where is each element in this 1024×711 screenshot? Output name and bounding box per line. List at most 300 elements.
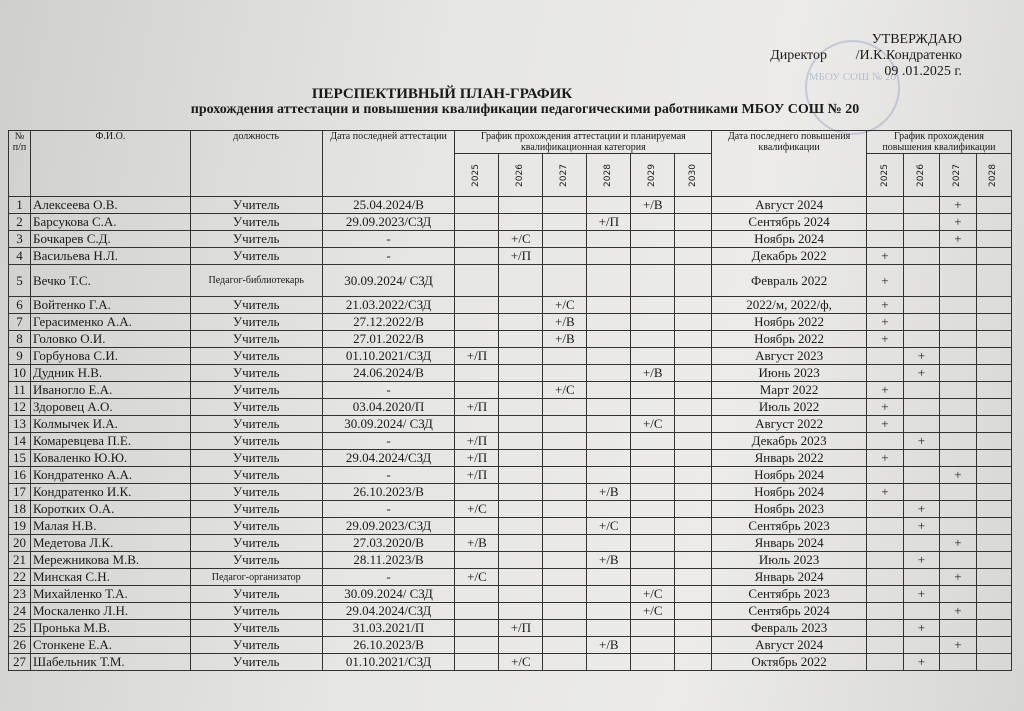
attestation-year-cell: +/С bbox=[543, 382, 587, 399]
attestation-year-cell: +/В bbox=[587, 637, 631, 654]
attestation-year-cell bbox=[455, 654, 499, 671]
attestation-year-cell bbox=[543, 433, 587, 450]
qualification-year-cell bbox=[866, 637, 903, 654]
employee-position: Учитель bbox=[190, 433, 322, 450]
employee-name: Вечко Т.С. bbox=[30, 265, 190, 297]
attestation-year-cell bbox=[499, 569, 543, 586]
table-row bbox=[9, 518, 1012, 535]
attestation-year-cell bbox=[455, 331, 499, 348]
attestation-year-cell bbox=[631, 297, 675, 314]
employee-position: Учитель bbox=[190, 231, 322, 248]
attestation-year-cell bbox=[675, 484, 712, 501]
employee-position: Учитель bbox=[190, 314, 322, 331]
row-number: 7 bbox=[9, 314, 31, 331]
approval-date: 09 .01.2025 г. bbox=[884, 64, 962, 79]
header-name: Ф.И.О. bbox=[30, 131, 190, 197]
table-row bbox=[9, 348, 1012, 365]
attestation-year-cell bbox=[675, 637, 712, 654]
attestation-year-cell bbox=[455, 197, 499, 214]
employee-name: Барсукова С.А. bbox=[30, 214, 190, 231]
attestation-year-cell bbox=[455, 586, 499, 603]
qualification-year-cell bbox=[903, 231, 939, 248]
last-qualification-date: Август 2023 bbox=[712, 348, 867, 365]
attestation-year-cell: +/П bbox=[499, 620, 543, 637]
last-qualification-date: Июль 2023 bbox=[712, 552, 867, 569]
last-qualification-date: Август 2024 bbox=[712, 197, 867, 214]
attestation-year-cell bbox=[499, 484, 543, 501]
qualification-year-cell: + bbox=[903, 552, 939, 569]
qualification-year-cell bbox=[976, 433, 1011, 450]
attestation-year-cell bbox=[631, 348, 675, 365]
last-qualification-date: Октябрь 2022 bbox=[712, 654, 867, 671]
row-number: 17 bbox=[9, 484, 31, 501]
attestation-year-cell: +/П bbox=[587, 214, 631, 231]
attestation-year-header bbox=[631, 154, 675, 197]
qualification-year-cell bbox=[866, 552, 903, 569]
employee-position: Учитель bbox=[190, 399, 322, 416]
qualification-year-cell bbox=[939, 248, 976, 265]
row-number: 16 bbox=[9, 467, 31, 484]
employee-name: Дудник Н.В. bbox=[30, 365, 190, 382]
employee-name: Коваленко Ю.Ю. bbox=[30, 450, 190, 467]
attestation-year-cell bbox=[675, 654, 712, 671]
last-attestation-date: 21.03.2022/СЗД bbox=[322, 297, 455, 314]
attestation-year-cell: +/С bbox=[499, 654, 543, 671]
table-row bbox=[9, 467, 1012, 484]
attestation-year-cell bbox=[543, 197, 587, 214]
row-number: 19 bbox=[9, 518, 31, 535]
attestation-year-cell bbox=[631, 382, 675, 399]
qualification-year-cell bbox=[939, 620, 976, 637]
attestation-year-cell bbox=[455, 552, 499, 569]
attestation-year-cell bbox=[675, 518, 712, 535]
attestation-year-cell bbox=[543, 450, 587, 467]
qualification-year-header bbox=[903, 154, 939, 197]
attestation-year-cell: +/П bbox=[455, 433, 499, 450]
attestation-year-cell bbox=[499, 399, 543, 416]
attestation-year-header bbox=[587, 154, 631, 197]
qualification-year-cell bbox=[939, 314, 976, 331]
qualification-year-cell bbox=[903, 637, 939, 654]
employee-name: Стонкене Е.А. bbox=[30, 637, 190, 654]
table-row bbox=[9, 654, 1012, 671]
qualification-year-cell bbox=[903, 416, 939, 433]
director-name: /И.К.Кондратенко bbox=[855, 48, 962, 63]
employee-name: Михайленко Т.А. bbox=[30, 586, 190, 603]
qualification-year-cell: + bbox=[866, 399, 903, 416]
attestation-year-cell bbox=[543, 620, 587, 637]
row-number: 14 bbox=[9, 433, 31, 450]
row-number: 18 bbox=[9, 501, 31, 518]
attestation-year-cell bbox=[455, 314, 499, 331]
qualification-year-cell bbox=[976, 365, 1011, 382]
qualification-year-header bbox=[866, 154, 903, 197]
qualification-year-cell: + bbox=[939, 535, 976, 552]
row-number: 10 bbox=[9, 365, 31, 382]
last-qualification-date: Ноябрь 2024 bbox=[712, 467, 867, 484]
attestation-year-cell bbox=[499, 586, 543, 603]
employee-position: Учитель bbox=[190, 450, 322, 467]
qualification-year-cell bbox=[976, 197, 1011, 214]
attestation-year-cell bbox=[587, 297, 631, 314]
last-qualification-date: 2022/м, 2022/ф, bbox=[712, 297, 867, 314]
last-attestation-date: 03.04.2020/П bbox=[322, 399, 455, 416]
table-row bbox=[9, 297, 1012, 314]
table-row bbox=[9, 603, 1012, 620]
last-attestation-date: - bbox=[322, 569, 455, 586]
row-number: 8 bbox=[9, 331, 31, 348]
attestation-year-cell bbox=[587, 501, 631, 518]
qualification-year-cell bbox=[976, 552, 1011, 569]
attestation-year-cell bbox=[675, 248, 712, 265]
qualification-year-cell bbox=[976, 297, 1011, 314]
last-attestation-date: 27.03.2020/В bbox=[322, 535, 455, 552]
last-qualification-date: Март 2022 bbox=[712, 382, 867, 399]
employee-name: Мережникова М.В. bbox=[30, 552, 190, 569]
header-num: № п/п bbox=[9, 131, 31, 197]
last-attestation-date: - bbox=[322, 467, 455, 484]
header-last-attestation: Дата последней аттестации bbox=[322, 131, 455, 197]
qualification-year-cell bbox=[939, 501, 976, 518]
qualification-year-cell bbox=[866, 569, 903, 586]
attestation-year-cell: +/В bbox=[631, 365, 675, 382]
employee-position: Учитель bbox=[190, 484, 322, 501]
row-number: 20 bbox=[9, 535, 31, 552]
attestation-year-cell bbox=[631, 248, 675, 265]
last-attestation-date: 27.01.2022/В bbox=[322, 331, 455, 348]
qualification-year-cell bbox=[866, 586, 903, 603]
year-label: 2025 bbox=[879, 164, 890, 187]
attestation-year-cell bbox=[675, 331, 712, 348]
qualification-year-cell bbox=[939, 382, 976, 399]
qualification-year-cell bbox=[903, 569, 939, 586]
qualification-year-cell bbox=[939, 265, 976, 297]
qualification-year-cell: + bbox=[866, 416, 903, 433]
attestation-year-cell bbox=[675, 450, 712, 467]
year-label: 2026 bbox=[915, 164, 926, 187]
employee-position: Учитель bbox=[190, 416, 322, 433]
last-attestation-date: - bbox=[322, 248, 455, 265]
attestation-year-cell bbox=[499, 552, 543, 569]
last-attestation-date: 30.09.2024/ СЗД bbox=[322, 416, 455, 433]
table-row bbox=[9, 197, 1012, 214]
attestation-year-cell: +/В bbox=[587, 552, 631, 569]
row-number: 23 bbox=[9, 586, 31, 603]
qualification-year-cell bbox=[976, 586, 1011, 603]
row-number: 24 bbox=[9, 603, 31, 620]
last-attestation-date: 31.03.2021/П bbox=[322, 620, 455, 637]
table-row bbox=[9, 382, 1012, 399]
qualification-year-cell bbox=[976, 484, 1011, 501]
last-attestation-date: - bbox=[322, 433, 455, 450]
table-row bbox=[9, 450, 1012, 467]
qualification-year-cell: + bbox=[903, 518, 939, 535]
qualification-year-cell bbox=[939, 586, 976, 603]
attestation-year-cell bbox=[543, 416, 587, 433]
qualification-year-cell: + bbox=[903, 586, 939, 603]
year-label: 2025 bbox=[471, 164, 482, 187]
header-qualification-schedule: График прохождения повышения квалификации bbox=[866, 131, 1011, 154]
table-row bbox=[9, 552, 1012, 569]
attestation-year-cell bbox=[455, 603, 499, 620]
qualification-year-cell: + bbox=[866, 248, 903, 265]
director-label: Директор bbox=[770, 48, 827, 63]
last-attestation-date: 28.11.2023/В bbox=[322, 552, 455, 569]
attestation-year-cell: +/С bbox=[455, 501, 499, 518]
qualification-year-cell: + bbox=[939, 231, 976, 248]
attestation-year-cell bbox=[675, 620, 712, 637]
attestation-year-cell bbox=[543, 467, 587, 484]
attestation-year-cell bbox=[587, 265, 631, 297]
last-qualification-date: Ноябрь 2024 bbox=[712, 231, 867, 248]
attestation-year-cell bbox=[675, 231, 712, 248]
attestation-year-cell bbox=[455, 231, 499, 248]
attestation-year-cell: +/В bbox=[455, 535, 499, 552]
qualification-year-cell: + bbox=[903, 348, 939, 365]
attestation-year-cell bbox=[543, 654, 587, 671]
attestation-year-cell bbox=[543, 265, 587, 297]
attestation-year-cell: +/С bbox=[455, 569, 499, 586]
attestation-year-cell bbox=[543, 348, 587, 365]
qualification-year-cell bbox=[866, 365, 903, 382]
employee-name: Васильева Н.Л. bbox=[30, 248, 190, 265]
attestation-year-cell bbox=[499, 197, 543, 214]
approval-title: УТВЕРЖДАЮ bbox=[871, 32, 962, 47]
attestation-year-cell: +/В bbox=[631, 197, 675, 214]
attestation-year-cell bbox=[499, 265, 543, 297]
table-row bbox=[9, 484, 1012, 501]
qualification-year-cell bbox=[939, 484, 976, 501]
attestation-year-cell bbox=[543, 365, 587, 382]
qualification-year-cell bbox=[976, 248, 1011, 265]
qualification-year-cell bbox=[866, 231, 903, 248]
qualification-year-cell: + bbox=[866, 314, 903, 331]
employee-position: Учитель bbox=[190, 620, 322, 637]
last-attestation-date: - bbox=[322, 501, 455, 518]
employee-position: Учитель bbox=[190, 637, 322, 654]
qualification-year-cell: + bbox=[939, 197, 976, 214]
employee-position: Учитель bbox=[190, 197, 322, 214]
qualification-year-cell bbox=[976, 603, 1011, 620]
qualification-year-cell: + bbox=[939, 569, 976, 586]
year-label: 2028 bbox=[603, 164, 614, 187]
row-number: 25 bbox=[9, 620, 31, 637]
attestation-year-cell bbox=[587, 348, 631, 365]
document-subtitle: прохождения аттестации и повышения квалификации педагогическими работниками МБОУ СОШ № 20 bbox=[190, 102, 860, 117]
attestation-year-cell bbox=[587, 467, 631, 484]
attestation-year-cell bbox=[455, 620, 499, 637]
employee-position: Педагог-организатор bbox=[190, 569, 322, 586]
qualification-year-cell bbox=[866, 197, 903, 214]
attestation-year-cell bbox=[675, 297, 712, 314]
row-number: 5 bbox=[9, 265, 31, 297]
employee-position: Учитель bbox=[190, 535, 322, 552]
qualification-year-cell bbox=[976, 654, 1011, 671]
year-label: 2028 bbox=[988, 164, 999, 187]
attestation-year-cell bbox=[675, 265, 712, 297]
attestation-year-cell bbox=[587, 365, 631, 382]
attestation-year-cell bbox=[675, 197, 712, 214]
qualification-year-cell: + bbox=[903, 620, 939, 637]
attestation-year-cell bbox=[499, 637, 543, 654]
attestation-year-cell bbox=[631, 399, 675, 416]
attestation-year-cell bbox=[543, 569, 587, 586]
employee-name: Горбунова С.И. bbox=[30, 348, 190, 365]
attestation-year-cell bbox=[675, 603, 712, 620]
last-qualification-date: Ноябрь 2024 bbox=[712, 484, 867, 501]
qualification-year-cell bbox=[903, 603, 939, 620]
attestation-year-cell bbox=[543, 518, 587, 535]
row-number: 6 bbox=[9, 297, 31, 314]
last-qualification-date: Сентябрь 2024 bbox=[712, 603, 867, 620]
attestation-year-cell bbox=[543, 552, 587, 569]
last-qualification-date: Январь 2024 bbox=[712, 535, 867, 552]
table-row bbox=[9, 569, 1012, 586]
employee-name: Кондратенко А.А. bbox=[30, 467, 190, 484]
year-label: 2027 bbox=[952, 164, 963, 187]
year-label: 2027 bbox=[559, 164, 570, 187]
attestation-year-cell bbox=[587, 620, 631, 637]
attestation-year-cell bbox=[499, 348, 543, 365]
attestation-year-cell bbox=[499, 331, 543, 348]
attestation-year-cell: +/В bbox=[543, 314, 587, 331]
row-number: 22 bbox=[9, 569, 31, 586]
attestation-year-cell bbox=[675, 433, 712, 450]
header-last-qualification: Дата последнего повышения квалификации bbox=[712, 131, 867, 197]
last-qualification-date: Сентябрь 2024 bbox=[712, 214, 867, 231]
qualification-year-cell: + bbox=[903, 501, 939, 518]
attestation-year-cell bbox=[543, 484, 587, 501]
qualification-year-header bbox=[939, 154, 976, 197]
table-row bbox=[9, 535, 1012, 552]
qualification-year-cell bbox=[976, 314, 1011, 331]
qualification-year-cell bbox=[976, 467, 1011, 484]
attestation-year-cell bbox=[675, 467, 712, 484]
qualification-year-cell bbox=[903, 484, 939, 501]
attestation-year-cell: +/В bbox=[543, 331, 587, 348]
table-row bbox=[9, 501, 1012, 518]
qualification-year-cell bbox=[976, 535, 1011, 552]
last-attestation-date: 30.09.2024/ СЗД bbox=[322, 586, 455, 603]
attestation-year-cell bbox=[675, 399, 712, 416]
row-number: 26 bbox=[9, 637, 31, 654]
attestation-year-cell bbox=[499, 433, 543, 450]
attestation-year-cell bbox=[675, 348, 712, 365]
qualification-year-cell: + bbox=[939, 603, 976, 620]
qualification-year-cell bbox=[976, 450, 1011, 467]
qualification-year-cell bbox=[939, 297, 976, 314]
attestation-year-cell bbox=[455, 365, 499, 382]
qualification-year-cell: + bbox=[939, 214, 976, 231]
qualification-year-cell bbox=[976, 399, 1011, 416]
qualification-year-cell bbox=[939, 552, 976, 569]
employee-position: Учитель bbox=[190, 214, 322, 231]
qualification-year-cell bbox=[939, 654, 976, 671]
qualification-year-cell bbox=[939, 433, 976, 450]
attestation-year-cell bbox=[631, 433, 675, 450]
year-label: 2030 bbox=[687, 164, 698, 187]
last-attestation-date: 29.04.2024/СЗД bbox=[322, 603, 455, 620]
qualification-year-cell bbox=[976, 331, 1011, 348]
attestation-year-cell bbox=[543, 603, 587, 620]
last-attestation-date: 25.04.2024/В bbox=[322, 197, 455, 214]
attestation-year-cell bbox=[675, 552, 712, 569]
attestation-year-cell: +/С bbox=[543, 297, 587, 314]
attestation-year-cell bbox=[675, 569, 712, 586]
employee-name: Герасименко А.А. bbox=[30, 314, 190, 331]
table-row bbox=[9, 433, 1012, 450]
attestation-year-cell: +/С bbox=[587, 518, 631, 535]
table-row bbox=[9, 314, 1012, 331]
qualification-year-cell bbox=[976, 214, 1011, 231]
employee-name: Бочкарев С.Д. bbox=[30, 231, 190, 248]
attestation-year-cell bbox=[455, 297, 499, 314]
qualification-year-cell bbox=[939, 348, 976, 365]
qualification-year-cell: + bbox=[903, 365, 939, 382]
last-qualification-date: Июнь 2023 bbox=[712, 365, 867, 382]
employee-position: Учитель bbox=[190, 331, 322, 348]
attestation-year-cell bbox=[499, 214, 543, 231]
attestation-year-cell bbox=[455, 416, 499, 433]
qualification-year-cell: + bbox=[866, 297, 903, 314]
row-number: 15 bbox=[9, 450, 31, 467]
last-attestation-date: - bbox=[322, 231, 455, 248]
employee-position: Учитель bbox=[190, 297, 322, 314]
qualification-year-cell bbox=[939, 365, 976, 382]
attestation-year-cell bbox=[543, 248, 587, 265]
qualification-year-cell bbox=[903, 331, 939, 348]
qualification-year-cell: + bbox=[866, 382, 903, 399]
attestation-year-cell bbox=[499, 501, 543, 518]
qualification-year-cell bbox=[976, 348, 1011, 365]
qualification-year-cell bbox=[976, 518, 1011, 535]
attestation-year-cell bbox=[631, 535, 675, 552]
attestation-year-cell bbox=[631, 214, 675, 231]
employee-name: Пронька М.В. bbox=[30, 620, 190, 637]
qualification-year-cell bbox=[939, 331, 976, 348]
employee-position: Учитель bbox=[190, 603, 322, 620]
attestation-year-cell bbox=[587, 314, 631, 331]
attestation-year-header bbox=[675, 154, 712, 197]
attestation-year-cell bbox=[675, 586, 712, 603]
qualification-year-cell bbox=[866, 214, 903, 231]
table-row bbox=[9, 231, 1012, 248]
attestation-year-cell bbox=[631, 484, 675, 501]
table-row bbox=[9, 416, 1012, 433]
table-row bbox=[9, 620, 1012, 637]
qualification-year-cell bbox=[976, 501, 1011, 518]
attestation-year-cell bbox=[675, 535, 712, 552]
row-number: 21 bbox=[9, 552, 31, 569]
attestation-year-cell bbox=[587, 331, 631, 348]
qualification-year-cell bbox=[976, 265, 1011, 297]
employee-name: Войтенко Г.А. bbox=[30, 297, 190, 314]
qualification-year-cell: + bbox=[903, 654, 939, 671]
last-attestation-date: 29.09.2023/СЗД bbox=[322, 214, 455, 231]
qualification-year-cell: + bbox=[866, 331, 903, 348]
qualification-year-cell: + bbox=[866, 265, 903, 297]
employee-name: Минская С.Н. bbox=[30, 569, 190, 586]
qualification-year-cell bbox=[903, 467, 939, 484]
qualification-year-cell bbox=[866, 535, 903, 552]
attestation-year-cell bbox=[587, 248, 631, 265]
qualification-year-cell bbox=[866, 501, 903, 518]
last-attestation-date: 26.10.2023/В bbox=[322, 637, 455, 654]
employee-position: Учитель bbox=[190, 467, 322, 484]
year-label: 2026 bbox=[515, 164, 526, 187]
attestation-year-cell bbox=[631, 569, 675, 586]
attestation-year-cell bbox=[543, 586, 587, 603]
